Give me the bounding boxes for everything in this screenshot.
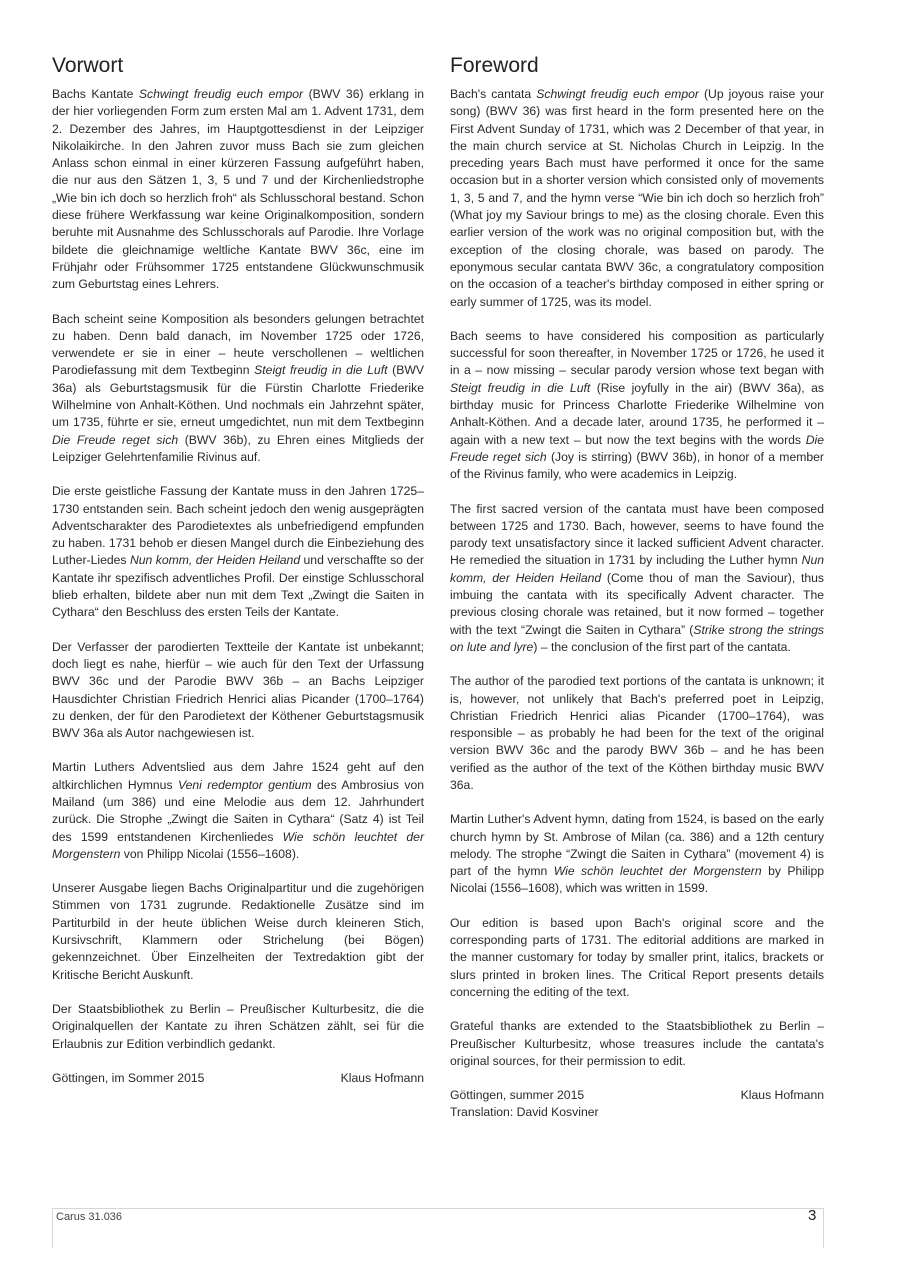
italic-text-run: Nun komm, der Heiden Heiland <box>450 553 824 585</box>
text-run: von Philipp Nicolai (1556–1608). <box>120 846 300 861</box>
german-paragraph <box>52 1001 424 1053</box>
italic-text-run: Schwingt freudig euch empor <box>536 87 699 101</box>
english-paragraph <box>450 86 824 311</box>
text-run: (BWV 36) erklang in der hier vorliegenden Form zum ersten Mal am 1. Advent 1731, dem 2. Dezember des Jahres, im Hauptgottesdienst in der Leipziger Nikolaikirche. In den Jahren zuvor muss Bach sie zum gleichen Anlass schon einmal in einer kürzeren Fassung aufgeführt haben, die nur aus den Sätzen 1, 3, 5 und 7 und der Kirchenliedstrophe „Wie bin ich doch so herzlich froh“ als Schlusschoral bestand. Schon diese frühere Werkfassung war keine Originalkomposition, sondern beruhte mit Ausnahme des Schlusschorals auf Parodie. Ihre Vorlage bildete die gleichnamige weltliche Kantate BWV 36c, eine im Frühjahr oder Frühsommer 1725 entstandene Glückwunschmusik zum Geburtstag eines Lehrers. <box>52 87 424 292</box>
text-run: Bach's cantata <box>450 87 537 101</box>
german-paragraph <box>52 759 424 863</box>
german-signature <box>52 1070 424 1087</box>
text-run: Martin Luthers Adventslied aus dem Jahre 1524 geht auf den altkirchlichen Hymnus <box>52 760 424 792</box>
italic-text-run: Steigt freudig in die Luft <box>450 380 591 395</box>
text-run: The author of the parodied text portions of the cantata is unknown; it is, however, not unlikely that Bach's preferred poet in Leipzig, Christian Friedrich Henrici alias Picander (1700–1764), was responsible – as probably he had been for the text of the original version BWV 36c and the parody BWV 36b – and he has been verified as the author of the text of the Köthen birthday music BWV 36a. <box>450 674 824 792</box>
text-run: The first sacred version of the cantata must have been composed between 1725 and 1730. Bach, however, seems to have found the parody text unsatisfactory since it lacked sufficient Advent character. He remedied the situation in 1731 by including the Luther hymn <box>450 501 824 568</box>
footer-rule <box>52 1208 824 1209</box>
footer-left-rule <box>52 1208 53 1248</box>
text-run: (Up joyous raise your song) (BWV 36) was first heard in the form presented here on the First Advent Sunday of 1731, which was 2 December of that year, in the main church service at St. Nicholas Church in Leipzig. In the preceding years Bach must have performed it once for the same occasion but in a shorter version which consisted only of movements 1, 3, 5 and 7, and the hymn verse “Wie bin ich doch so herzlich froh” (What joy my Saviour brings to me) as the closing chorale. Even this earlier version of the work was no original composition but, with the exception of the closing chorale, was based on parody. The eponymous secular cantata BWV 36c, a congratulatory composition on the occasion of a teacher's birthday composed in either spring or early summer of 1725, was its model. <box>450 87 824 309</box>
text-run: (Come thou of man the Saviour), thus imbuing the cantata with its specifically Advent character. The previous closing chorale was retained, but it now formed – together with the text “Zwingt die Saiten in Cythara” ( <box>450 570 824 637</box>
english-paragraph <box>450 673 824 794</box>
italic-text-run: Steigt freudig in die Luft <box>254 363 388 378</box>
italic-text-run: Wie schön leuchtet der Morgenstern <box>52 829 424 861</box>
text-run: Martin Luther's Advent hymn, dating from 1524, is based on the early church hymn by St. Ambrose of Milan (ca. 386) and a 12th century melody. The strophe “Zwingt die Saiten in Cythara” (movement 4) is part of the hymn <box>450 812 824 879</box>
text-run: (Joy is stirring) (BWV 36b), in honor of a member of the Rivinus family, who were academics in Leipzig. <box>450 449 824 482</box>
italic-text-run: Strike strong the strings on lute and lyre <box>450 622 824 654</box>
english-heading: Foreword <box>450 54 539 77</box>
text-run: (Rise joyfully in the air) (BWV 36a), as birthday music for Princess Charlotte Friederike Wilhelmine von Anhalt-Köthen. And a decade later, around 1735, he performed it – again with a new text – but now the text begins with the words <box>450 380 824 447</box>
text-run: ) – the conclusion of the first part of the cantata. <box>533 639 791 654</box>
english-signature <box>450 1087 824 1104</box>
english-paragraph <box>450 915 824 1001</box>
english-author: Klaus Hofmann <box>740 1088 824 1103</box>
publisher-number: Carus 31.036 <box>56 1211 123 1223</box>
italic-text-run: Wie schön leuchtet der Morgenstern <box>553 864 762 879</box>
text-run: und verschaffte so der Kantate ihr spezifisch adventliches Profil. Der einstige Schlusschoral blieb erhalten, bildete aber nun mit dem Text „Zwingt die Saiten in Cythara“ den Beschluss des ersten Teils der Kantate. <box>52 553 424 620</box>
german-paragraph <box>52 639 424 743</box>
text-run: Bach scheint seine Komposition als besonders gelungen betrachtet zu haben. Denn bald danach, im November 1725 oder 1726, verwendete er sie in einer – heute verschollеnen – weltlichen Parodiefassung mit dem Textbeginn <box>52 311 424 378</box>
german-place-date: Göttingen, im Sommer 2015 <box>52 1070 205 1085</box>
english-paragraph <box>450 811 824 897</box>
text-run: des Ambrosius von Mailand (um 386) und eine Melodie aus dem 12. Jahrhundert zurück. Die Strophe „Zwingt die Saiten in Cythara“ (Satz 4) ist Teil des 1599 entstandenen Kirchenliedes <box>52 777 425 844</box>
text-run: Die erste geistliche Fassung der Kantate muss in den Jahren 1725–1730 entstanden sein. Bach scheint jedoch den wenig ausgeprägten Adventscharakter des Parodietextes als unbefriedigend empfunden zu haben. 1731 behob er diesen Mangel durch die Einbeziehung des Luther-Liedes <box>52 484 424 568</box>
german-heading: Vorwort <box>52 54 124 77</box>
german-column <box>52 52 424 1087</box>
text-run: (BWV 36a) als Geburtstagsmusik für die Fürstin Charlotte Friederike Wilhelmine von Anhalt-Köthen. Und nochmals ein Jahrzehnt später, um 1735, führte er sie, erneut umgedichtet, nun mit dem Textbeginn <box>52 363 424 430</box>
english-place-date: Göttingen, summer 2015 <box>450 1088 585 1103</box>
italic-text-run: Die Freude reget sich <box>52 432 179 447</box>
text-run: (BWV 36b), zu Ehren eines Mitglieds der Leipziger Gelehrtenfamilie Rivinus auf. <box>52 432 425 464</box>
text-run: Bachs Kantate <box>52 87 139 101</box>
german-author: Klaus Hofmann <box>340 1070 424 1085</box>
german-paragraph <box>52 86 424 294</box>
german-paragraph <box>52 311 424 467</box>
text-run: by Philipp Nicolai (1556–1608), which was written in 1599. <box>450 864 824 896</box>
english-column <box>450 52 824 1122</box>
italic-text-run: Schwingt freudig euch empor <box>138 87 304 101</box>
text-run: Der Staatsbibliothek zu Berlin – Preußischer Kulturbesitz, die die Originalquellen der Kantate zu ihren Schätzen zählt, sei für die Erlaubnis zur Edition verbindlich gedankt. <box>52 1001 424 1051</box>
english-paragraph <box>450 328 824 484</box>
english-paragraph <box>450 1018 824 1070</box>
text-run: Our edition is based upon Bach's original score and the corresponding parts of 1731. The editorial additions are marked in the manner customary for today by smaller print, italics, brackets or slurs printed in broken lines. The Critical Report presents details concerning the editing of the text. <box>450 915 824 999</box>
english-paragraph <box>450 501 824 657</box>
text-run: Unserer Ausgabe liegen Bachs Originalpartitur und die zugehörigen Stimmen von 1731 zugrunde. Redaktionelle Zusätze sind im Partiturbild in der heute üblichen Weise durch kleineren Stich, Kursivschrift, Klammern oder Strichelung (bei Bögen) gekennzeichnet. Über Einzelheiten der Textredaktion gibt der Kritische Bericht Auskunft. <box>52 881 424 982</box>
page-number: 3 <box>808 1207 817 1224</box>
text-run: Bach seems to have considered his composition as particularly successful for soon thereafter, in November 1725 or 1726, he used it in a – now missing – secular parody version whose text began with <box>450 328 824 378</box>
german-paragraph <box>52 483 424 621</box>
italic-text-run: Die Freude reget sich <box>450 432 824 464</box>
text-run: Der Verfasser der parodierten Textteile der Kantate ist unbekannt; doch liegt es nahe, hierfür – wie auch für den Text der Urfassung BWV 36c und der Parodie BWV 36b – an Bachs Leipziger Hausdichter Christian Friedrich Henrici alias Picander (1700–1764) zu denken, der für den Parodietext der Köthener Geburtstagsmusik BWV 36a als Autor nachgewiesen ist. <box>52 639 424 741</box>
italic-text-run: Nun komm, der Heiden Heiland <box>129 553 301 568</box>
text-run: Grateful thanks are extended to the Staatsbibliothek zu Berlin – Preußischer Kulturbesitz, whose treasures include the cantata's original sources, for their permission to edit. <box>450 1019 824 1068</box>
german-paragraph <box>52 880 424 984</box>
footer-right-rule <box>823 1208 824 1248</box>
translator-credit: Translation: David Kosviner <box>450 1105 599 1120</box>
italic-text-run: Veni redemptor gentium <box>177 777 312 792</box>
